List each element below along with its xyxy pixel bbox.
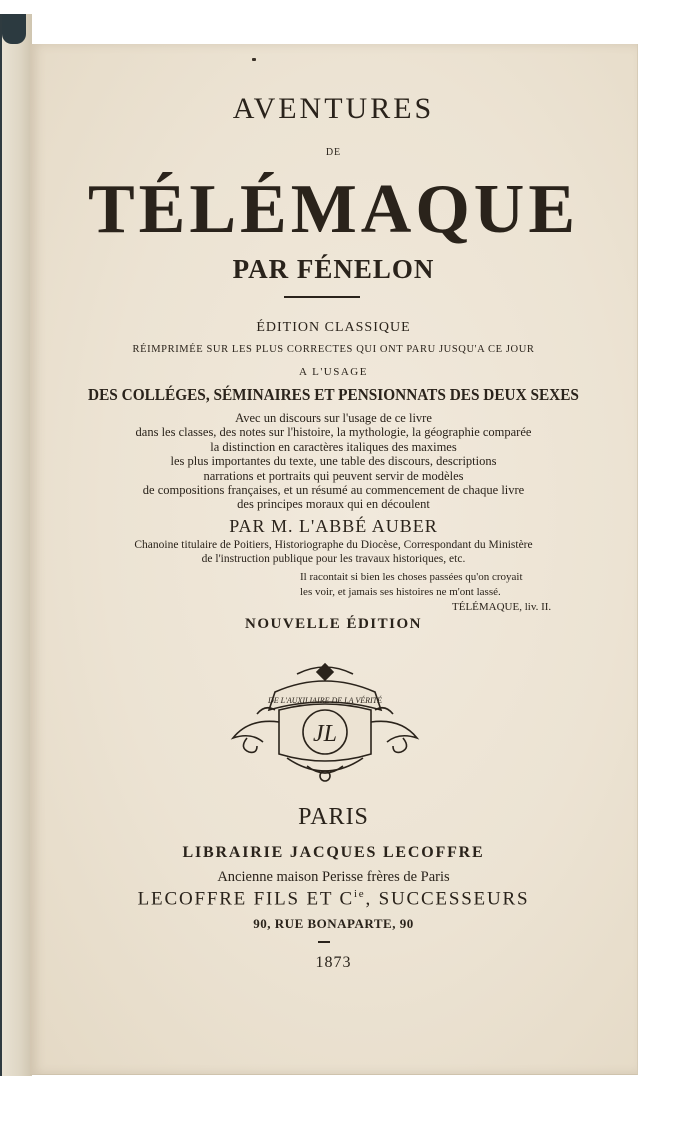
description-line: des principes moraux qui en découlent — [237, 497, 430, 512]
description-line: narrations et portraits qui peuvent servir de modèles — [203, 468, 464, 483]
edition-line: ÉDITION CLASSIQUE — [256, 320, 411, 335]
description-line: Avec un discours sur l'usage de ce livre — [235, 411, 432, 425]
successors-post: , SUCCESSEURS — [365, 888, 530, 910]
nouvelle-edition-line: NOUVELLE ÉDITION — [245, 616, 422, 632]
epigraph-line: Il racontait si bien les choses passées qu'on croyait — [300, 571, 523, 583]
year-line: 1873 — [315, 954, 352, 971]
publisher-line: LIBRAIRIE JACQUES LECOFFRE — [182, 844, 485, 861]
epigraph — [300, 570, 551, 615]
title-rule — [284, 296, 360, 298]
description-line: de compositions françaises, et un résumé au commencement de chaque livre — [142, 483, 525, 498]
description-block — [30, 411, 637, 512]
title-line-aventures: AVENTURES — [232, 92, 435, 125]
address-line: 90, RUE BONAPARTE, 90 — [253, 916, 414, 931]
epigraph-line: les voir, et jamais ses histoires ne m'ont lassé. — [300, 586, 501, 598]
title-page — [30, 44, 638, 1075]
city-line: PARIS — [298, 804, 369, 830]
ink-speck — [252, 58, 256, 61]
description-line: dans les classes, des notes sur l'histoire, la mythologie, la géographie comparée — [135, 425, 532, 440]
title-line-de: DE — [325, 147, 342, 158]
description-line: la distinction en caractères italiques des maximes — [210, 439, 457, 454]
successors-line — [30, 888, 637, 910]
title-line-telemaque: TÉLÉMAQUE — [87, 171, 580, 248]
binding-corner — [2, 14, 26, 44]
emblem-motto: DE L'AUXILIAIRE DE LA VÉRITÉ — [268, 696, 382, 705]
editor-title-line: Chanoine titulaire de Poitiers, Historiographe du Diocèse, Correspondant du Ministère — [134, 539, 533, 551]
year-rule — [318, 941, 330, 943]
editor-line: PAR M. L'ABBÉ AUBER — [229, 516, 438, 536]
editor-title-line: de l'instruction publique pour les travaux historiques, etc. — [201, 553, 466, 565]
reimprimee-line: RÉIMPRIMÉE SUR LES PLUS CORRECTES QUI ONT PARU JUSQU'A CE JOUR — [132, 344, 535, 355]
description-line: les plus importantes du texte, une table des discours, descriptions — [170, 454, 497, 469]
book-spine — [0, 14, 32, 1076]
publisher-emblem-icon — [227, 662, 423, 786]
emblem-monogram: JL — [313, 721, 337, 747]
epigraph-ref: TÉLÉMAQUE, liv. II. — [452, 601, 552, 613]
colleges-line: DES COLLÉGES, SÉMINAIRES ET PENSIONNATS DES DEUX SEXES — [88, 385, 579, 404]
publisher-former-line: Ancienne maison Perisse frères de Paris — [217, 869, 450, 885]
usage-line: A L'USAGE — [299, 366, 368, 378]
successors-sup: ie — [353, 888, 366, 900]
author-line: PAR FÉNELON — [232, 254, 435, 284]
successors-pre: LECOFFRE FILS ET C — [137, 888, 354, 910]
editor-titles — [30, 538, 637, 566]
